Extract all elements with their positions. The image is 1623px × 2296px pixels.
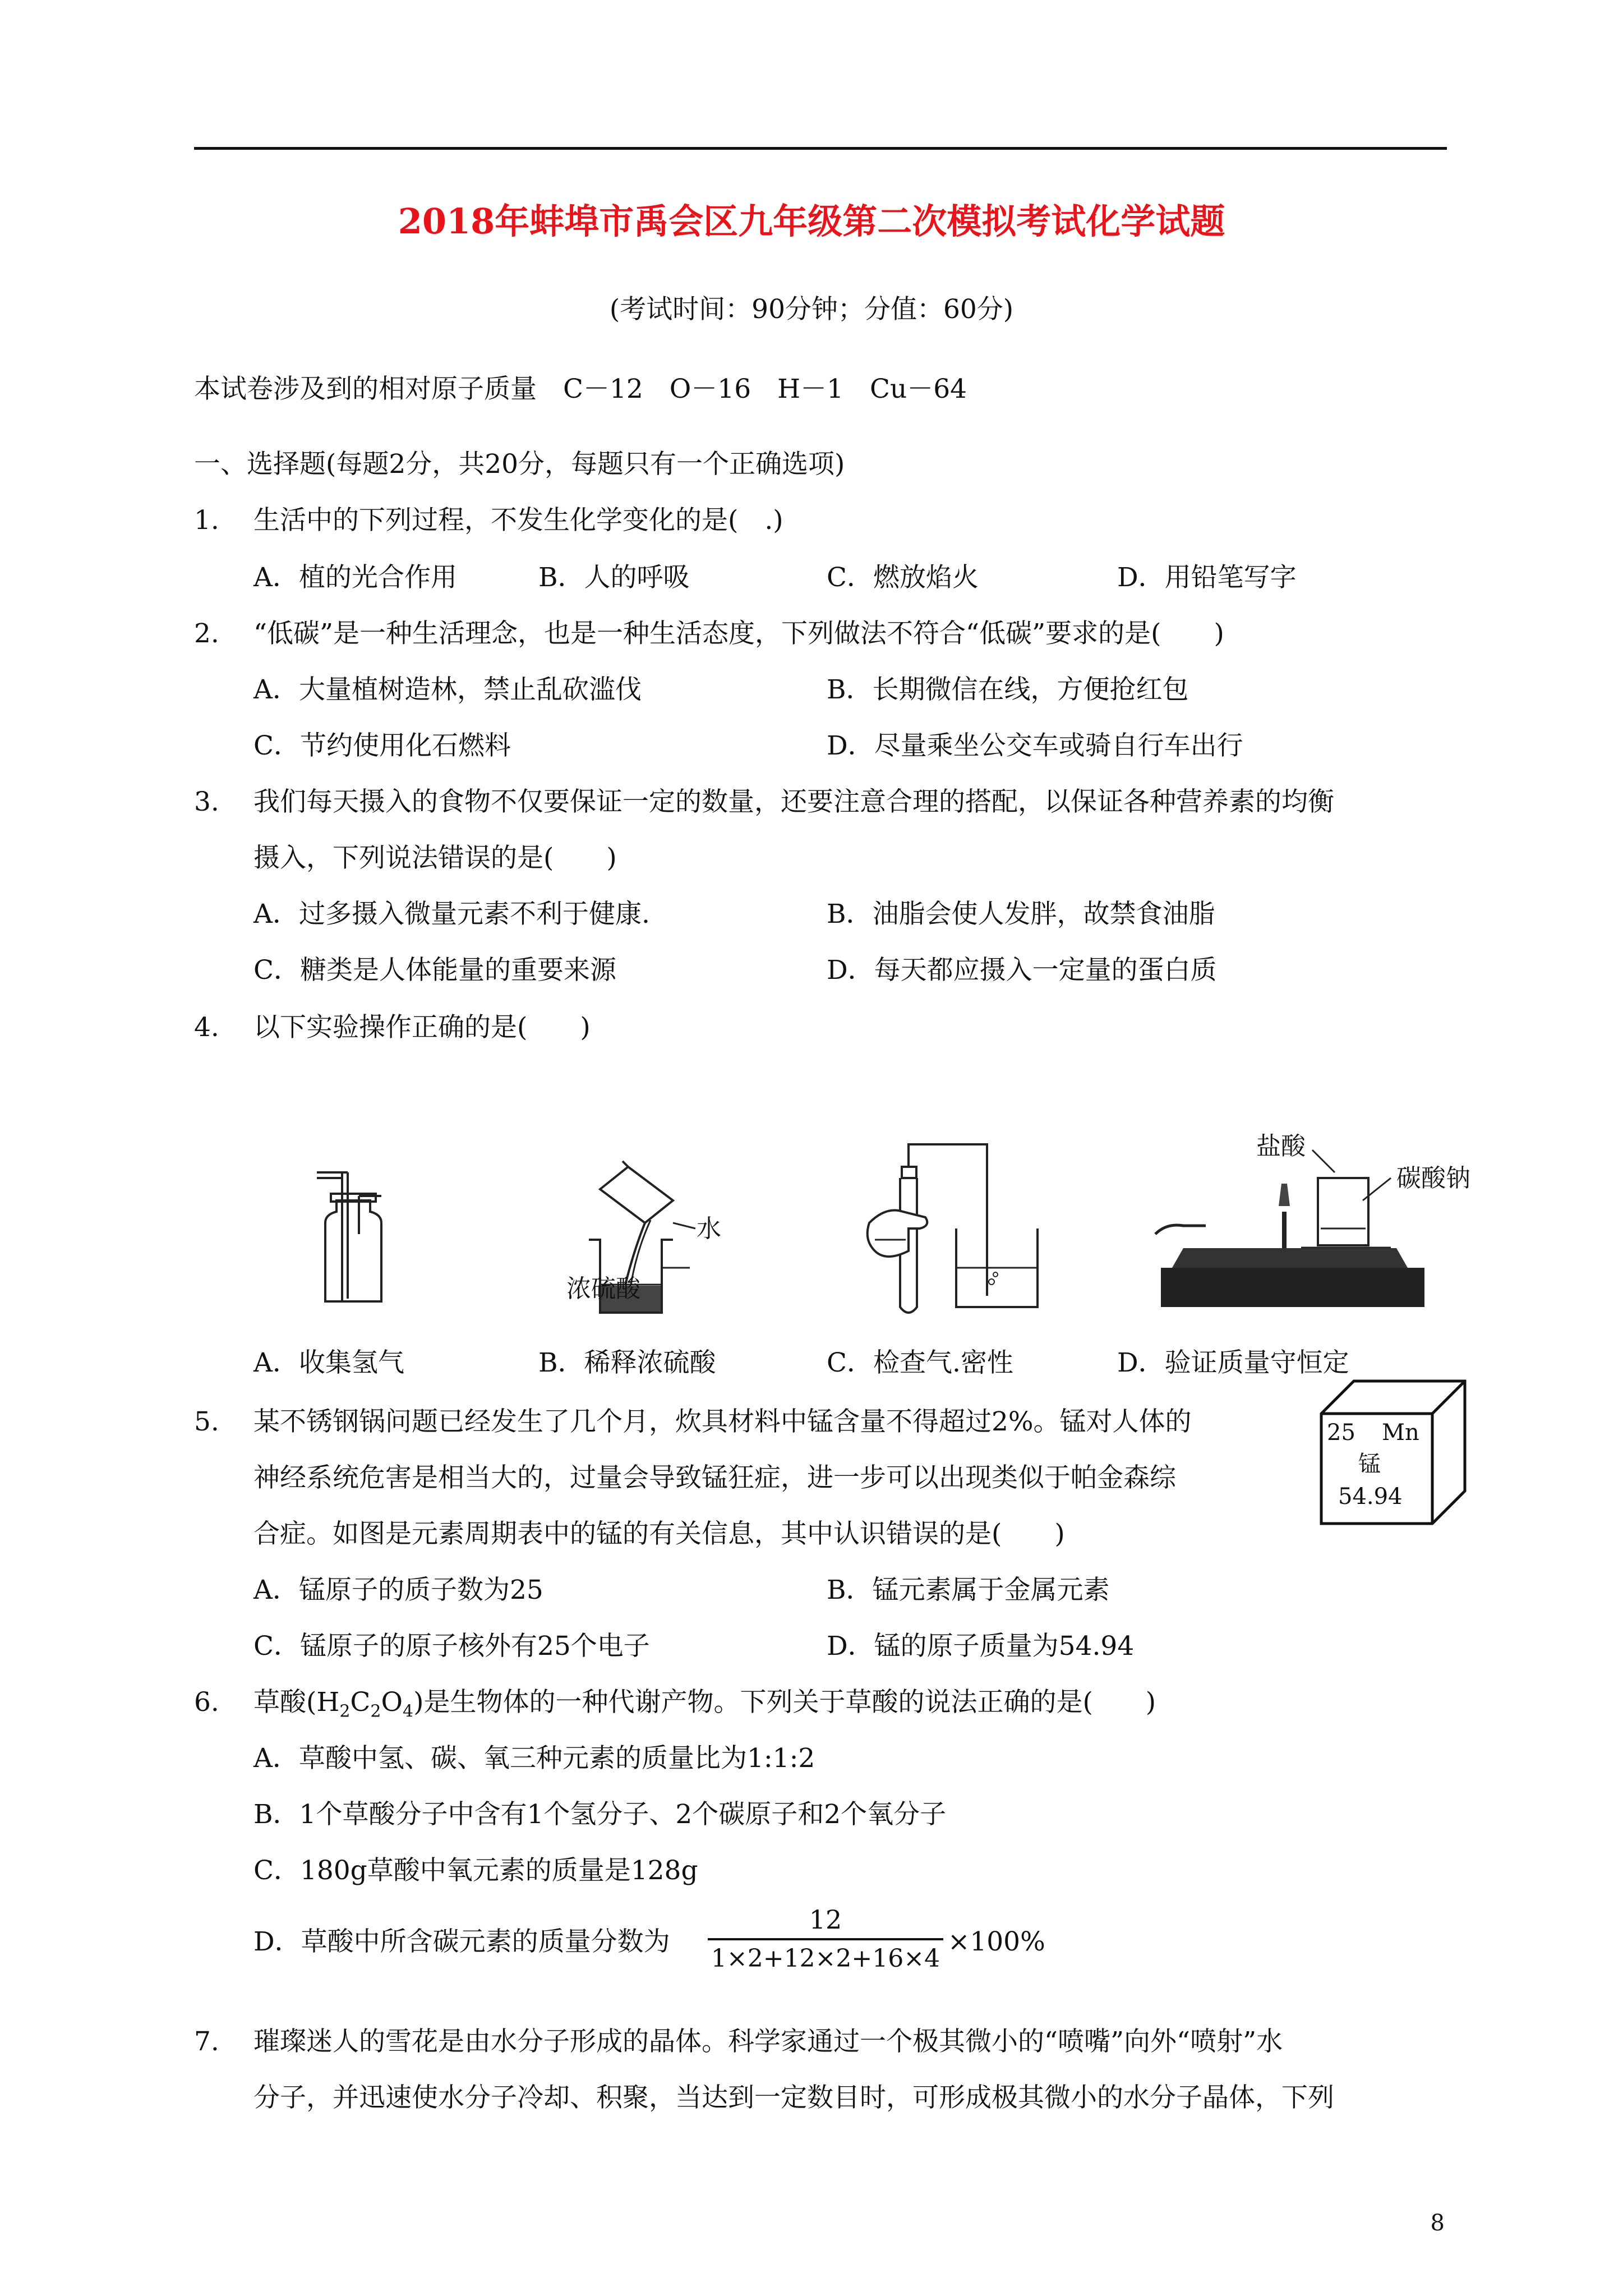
question-number: 3.	[194, 786, 219, 817]
option-c: C．检查气.密性	[827, 1347, 1013, 1378]
option-d: D．用铅笔写字	[1117, 562, 1297, 593]
question-text: 生活中的下列过程，不发生化学变化的是( .)	[253, 505, 783, 536]
option-c: C．燃放焰火	[827, 562, 979, 593]
na2co3-label: 碳酸钠	[1396, 1164, 1470, 1193]
option-b: B．锰元素属于金属元素	[827, 1575, 1110, 1605]
question-number: 4.	[194, 1012, 219, 1043]
question-text-line2: 分子，并迅速使水分子冷却、积聚，当达到一定数目时，可形成极其微小的水分子晶体，下列	[253, 2082, 1334, 2113]
exam-title: 2018年蚌埠市禹会区九年级第二次模拟考试化学试题	[398, 201, 1225, 242]
option-d: D．每天都应摄入一定量的蛋白质	[827, 955, 1217, 986]
option-a: A．锰原子的质子数为25	[253, 1575, 543, 1605]
question-text: 我们每天摄入的食物不仅要保证一定的数量，还要注意合理的搭配，以保证各种营养素的均衡	[253, 786, 1334, 817]
mass-fraction-formula	[708, 1903, 943, 1975]
dilution-figure	[566, 1156, 751, 1324]
element-name: 锰	[1358, 1451, 1381, 1477]
section-heading: 一、选择题(每题2分，共20分，每题只有一个正确选项)	[194, 449, 845, 480]
question-text: 璀璨迷人的雪花是由水分子形成的晶体。科学家通过一个极其微小的“喷嘴”向外“喷射”水	[253, 2026, 1283, 2057]
question-number: 5.	[194, 1406, 219, 1437]
element-number: 25	[1327, 1420, 1355, 1446]
option-b: B．长期微信在线，方便抢红包	[827, 674, 1189, 705]
option-b: B．油脂会使人发胖，故禁食油脂	[827, 899, 1215, 930]
option-c: C．节约使用化石燃料	[253, 730, 511, 761]
option-c: C．糖类是人体能量的重要来源	[253, 955, 616, 986]
question-text-line2: 摄入，下列说法错误的是( )	[253, 843, 617, 873]
element-cell-manganese	[1319, 1379, 1467, 1526]
option-d: D．验证质量守恒定	[1117, 1347, 1349, 1378]
hcl-label: 盐酸	[1256, 1132, 1306, 1161]
option-a: A．植的光合作用	[253, 562, 457, 593]
question-text: “低碳”是一种生活理念，也是一种生活态度，下列做法不符合“低碳”要求的是( )	[253, 618, 1224, 649]
page-number: 8	[1430, 2210, 1445, 2236]
acid-label: 浓硫酸	[566, 1274, 640, 1303]
atomic-masses: 本试卷涉及到的相对原子质量 C－12 O－16 H－1 Cu－64	[194, 374, 967, 404]
option-b: B．人的呼吸	[538, 562, 690, 593]
question-number: 6.	[194, 1687, 219, 1718]
question-number: 2.	[194, 618, 219, 649]
option-d: D．锰的原子质量为54.94	[827, 1631, 1135, 1662]
question-text: 某不锈钢锅问题已经发生了几个月，炊具材料中锰含量不得超过2%。锰对人体的	[253, 1406, 1192, 1437]
gas-bottle-figure	[303, 1161, 404, 1318]
element-symbol: Mn	[1382, 1420, 1419, 1446]
option-b: B．1个草酸分子中含有1个氢分子、2个碳原子和2个氧分子	[253, 1799, 947, 1830]
question-text: 草酸$(H_2C_2O_4)$是生物体的一种代谢产物。下列关于草酸的说法正确的是( )	[253, 1687, 1156, 1722]
water-label: 水	[697, 1214, 721, 1243]
option-a: A．大量植树造林，禁止乱砍滥伐	[253, 674, 642, 705]
question-text: 以下实验操作正确的是( )	[253, 1012, 591, 1043]
element-mass: 54.94	[1338, 1484, 1403, 1510]
top-rule	[194, 147, 1447, 150]
option-c: C．锰原子的原子核外有25个电子	[253, 1631, 650, 1662]
option-a: A．收集氢气	[253, 1347, 404, 1378]
option-a: A．过多摄入微量元素不利于健康.	[253, 899, 650, 930]
fraction-bar	[708, 1938, 943, 1940]
balance-figure	[1127, 1128, 1470, 1324]
fraction-denominator: 1×2+12×2+16×4	[711, 1944, 940, 1973]
question-number: 7.	[194, 2026, 219, 2057]
fraction-suffix: ×100%	[948, 1926, 1045, 1957]
option-c: C．180g草酸中氧元素的质量是128g	[253, 1855, 698, 1886]
option-a: A．草酸中氢、碳、氧三种元素的质量比为1:1:2	[253, 1743, 815, 1774]
question-text-line2: 神经系统危害是相当大的，过量会导致锰狂症，进一步可以出现类似于帕金森综	[253, 1462, 1176, 1493]
exam-subtitle: (考试时间：90分钟；分值：60分)	[609, 294, 1014, 325]
question-number: 1.	[194, 505, 219, 536]
option-d: D．草酸中所含碳元素的质量分数为	[253, 1926, 670, 1957]
option-d: D．尽量乘坐公交车或骑自行车出行	[827, 730, 1243, 761]
question-text-line3: 合症。如图是元素周期表中的锰的有关信息，其中认识错误的是( )	[253, 1519, 1065, 1549]
option-b: B．稀释浓硫酸	[538, 1347, 716, 1378]
airtight-check-figure	[852, 1128, 1066, 1324]
fraction-numerator: 12	[809, 1904, 842, 1935]
